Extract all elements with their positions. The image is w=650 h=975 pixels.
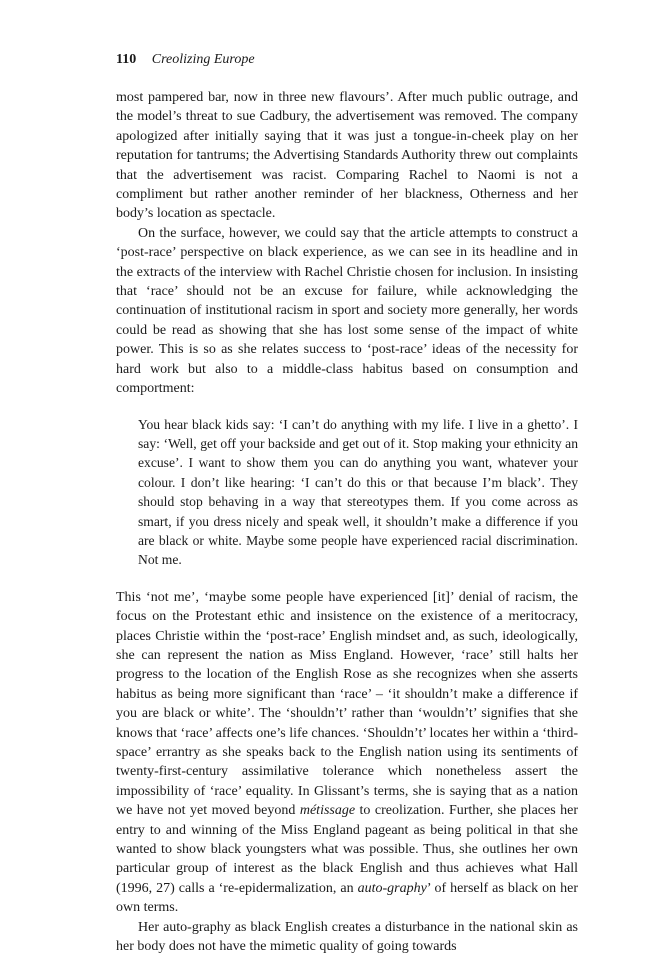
paragraph-3 bbox=[116, 588, 578, 918]
emphasis-metissage: métissage bbox=[299, 803, 356, 819]
running-head bbox=[116, 50, 578, 70]
paragraph-3-part-2: to creolization. Further, she places her entry to and winning of the Miss England pageant as being political in that she wanted to show black youngsters what was possible. Thus, she outlines her own particular group of interest as the black English and thus achieves what Hall (1996, 27) calls a ‘re-epidermalization, an bbox=[116, 803, 579, 896]
paragraph-3-part-1: This ‘not me’, ‘maybe some people have experienced [it]’ denial of racism, the focus on the Protestant ethic and insistence on the existence of a meritocracy, places Christie within the ‘post-race’ English mindset and, as such, ideologically, she can represent the nation as Miss England. However, ‘race’ still halts her progress to the location of the English Rose as she recognizes when she asserts habitus as being more significant than ‘race’ – ‘it shouldn’t make a difference if you are black or white’. The ‘shouldn’t’ rather than ‘wouldn’t’ signifies that she knows that ‘race’ affects one’s life chances. ‘Shouldn’t’ locates her within a ‘third-space’ errantry as she speaks back to the English nation using its sentiments of twenty-first-century assimilative tolerance which nonetheless assert the impossibility of ‘race’ equality. In Glissant’s terms, she is saying that as a nation we have not yet moved beyond bbox=[116, 589, 578, 819]
paragraph-2: On the surface, however, we could say that the article attempts to construct a ‘post-race’ perspective on black experience, as we can see in its headline and in the extracts of the interview with Rachel Christie chosen for inclusion. In insisting that ‘race’ should not be an excuse for failure, while acknowledging the continuation of institutional racism in sport and society more generally, her words could be read as showing that she has lost some sense of the impact of white power. This is so as she relates success to ‘post-race’ ideas of the necessity for hard work but also to a middle-class habitus based on consumption and comportment: bbox=[116, 225, 578, 397]
paragraph-4: Her auto-graphy as black English creates a disturbance in the national skin as her body does not have the mimetic quality of going towards bbox=[116, 919, 578, 955]
body-text bbox=[116, 88, 578, 956]
paragraph-1: most pampered bar, now in three new flavours’. After much public outrage, and the model’s threat to sue Cadbury, the advertisement was removed. The company apologized after initially saying that it was just a tongue-in-cheek play on her reputation for tantrums; the Advertising Standards Authority threw out complaints that the advertisement was racist. Comparing Rachel to Naomi is not a compliment but rather another reminder of her blackness, Otherness and her body’s location as spectacle. bbox=[116, 90, 578, 222]
book-title: Creolizing Europe bbox=[151, 52, 255, 67]
quote-text: You hear black kids say: ‘I can’t do anything with my life. I live in a ghetto’. I say: ‘Well, get off your backside and get out of it. Stop making your ethnicity an excuse’. I want to show them you can do anything you want, whatever your colour. I don’t like hearing: ‘I can’t do this or that because I’m black’. They should stop behaving in a way that stereotypes them. If you come across as smart, if you dress nicely and speak well, it shouldn’t make a difference if you are black or white. Maybe some people have experienced racial discrimination. Not me. bbox=[138, 416, 578, 568]
page-number: 110 bbox=[116, 52, 137, 67]
block-quote bbox=[138, 415, 578, 570]
paragraph-3-part-3: ’ of herself as black on her own terms. bbox=[116, 880, 578, 916]
book-page bbox=[116, 50, 578, 956]
emphasis-auto-graphy: auto-graphy bbox=[357, 880, 427, 896]
